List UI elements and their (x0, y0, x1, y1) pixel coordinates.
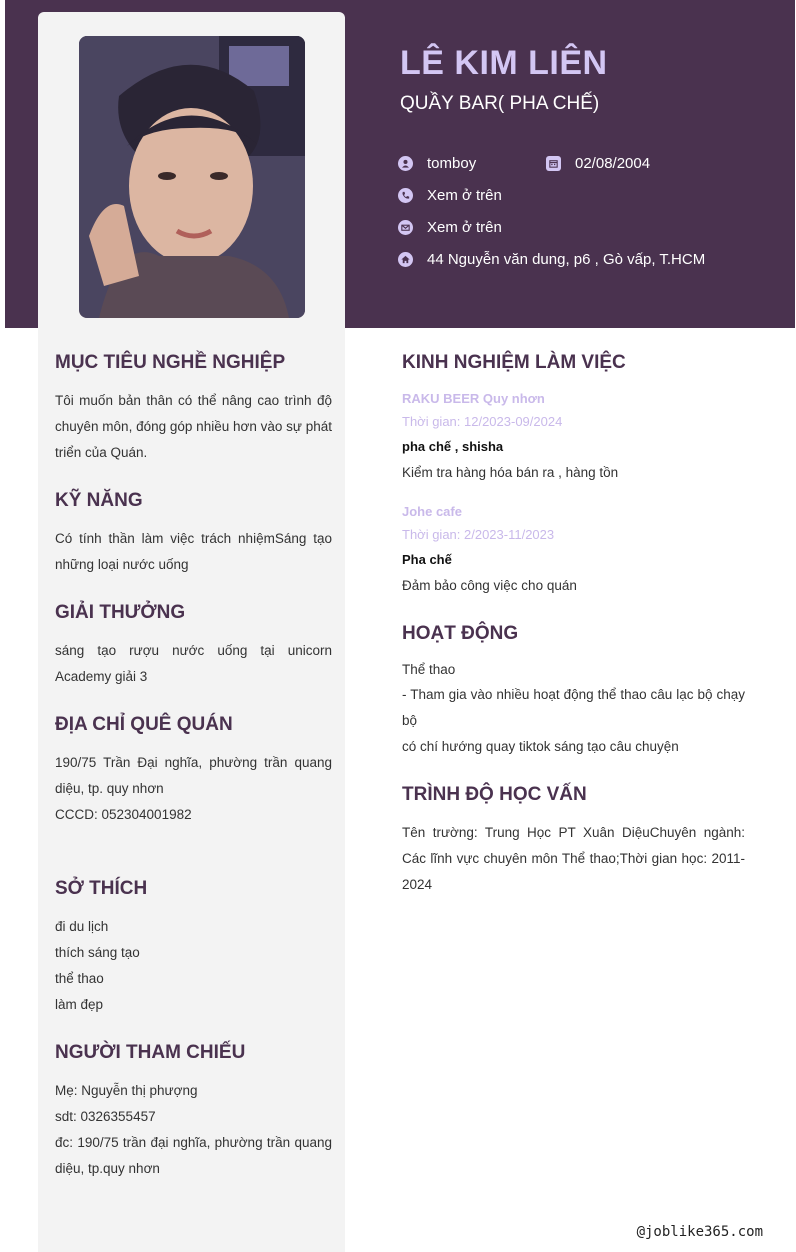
address-text: 44 Nguyễn văn dung, p6 , Gò vấp, T.HCM (427, 251, 706, 268)
user-icon (398, 156, 413, 171)
hobby-item: làm đẹp (55, 997, 104, 1012)
candidate-role: QUẦY BAR( PHA CHẾ) (400, 93, 600, 114)
dob-row (546, 155, 650, 172)
awards-title: GIẢI THƯỞNG (55, 602, 186, 623)
address-row (398, 251, 705, 268)
hometown-title: ĐỊA CHỈ QUÊ QUÁN (55, 714, 233, 735)
job-position: pha chế , shisha (402, 439, 504, 454)
objective-title: MỤC TIÊU NGHỀ NGHIỆP (55, 352, 286, 373)
activities-line: - Tham gia vào nhiều hoạt động thể thao câu lạc bộ chạy bộ (402, 687, 745, 728)
phone-row (398, 187, 502, 204)
objective-text: Tôi muốn bản thân có thể nâng cao trình độ chuyên môn, đóng góp nhiều hơn vào sự phát triển của Quán. (55, 393, 332, 460)
email-row (398, 219, 502, 236)
activities-line: Thể thao (402, 662, 456, 677)
hobby-item: thể thao (55, 971, 104, 986)
dob-text: 02/08/2004 (575, 155, 651, 172)
awards-text: sáng tạo rượu nước uống tại unicorn Academy giải 3 (55, 643, 332, 684)
home-icon (398, 252, 413, 267)
activities-title: HOẠT ĐỘNG (402, 623, 519, 644)
envelope-icon (398, 220, 413, 235)
job-company: Johe cafe (402, 504, 462, 519)
job-time: Thời gian: 2/2023-11/2023 (402, 527, 555, 542)
job-position: Pha chế (402, 552, 452, 567)
activities-line: có chí hướng quay tiktok sáng tạo câu chuyện (402, 739, 679, 754)
experience-title: KINH NGHIỆM LÀM VIỆC (402, 352, 626, 373)
profile-photo (79, 36, 305, 318)
skills-text: Có tính thần làm việc trách nhiệmSáng tạo những loại nước uống (55, 531, 332, 572)
hobbies-title: SỞ THÍCH (55, 878, 148, 899)
job-time: Thời gian: 12/2023-09/2024 (402, 414, 563, 429)
education-title: TRÌNH ĐỘ HỌC VẤN (402, 784, 587, 805)
hobby-item: thích sáng tạo (55, 945, 140, 960)
job-description: Kiểm tra hàng hóa bán ra , hàng tồn (402, 465, 619, 480)
reference-name: Mẹ: Nguyễn thị phượng (55, 1083, 198, 1098)
gender-row (398, 155, 476, 172)
phone-text[interactable]: Xem ở trên (427, 187, 502, 204)
reference-title: NGƯỜI THAM CHIẾU (55, 1042, 246, 1063)
job-company: RAKU BEER Quy nhơn (402, 391, 545, 406)
hometown-address: 190/75 Trần Đại nghĩa, phường trần quang diệu, tp. quy nhơn (55, 755, 332, 796)
email-text[interactable]: Xem ở trên (427, 219, 502, 236)
skills-title: KỸ NĂNG (55, 490, 143, 511)
education-text: Tên trường: Trung Học PT Xuân DiệuChuyên ngành: Các lĩnh vực chuyên môn Thể thao;Thời gian học: 2011-2024 (402, 825, 745, 892)
job-description: Đảm bảo công việc cho quán (402, 578, 577, 593)
reference-address: đc: 190/75 trần đại nghĩa, phường trần quang diệu, tp.quy nhơn (55, 1135, 332, 1176)
hometown-id: CCCD: 052304001982 (55, 807, 192, 822)
hobby-item: đi du lịch (55, 919, 109, 934)
candidate-name: LÊ KIM LIÊN (400, 44, 608, 82)
calendar-icon (546, 156, 561, 171)
reference-phone: sdt: 0326355457 (55, 1109, 156, 1124)
phone-icon (398, 188, 413, 203)
watermark: @joblike365.com (636, 1224, 763, 1240)
gender-text: tomboy (427, 155, 477, 172)
